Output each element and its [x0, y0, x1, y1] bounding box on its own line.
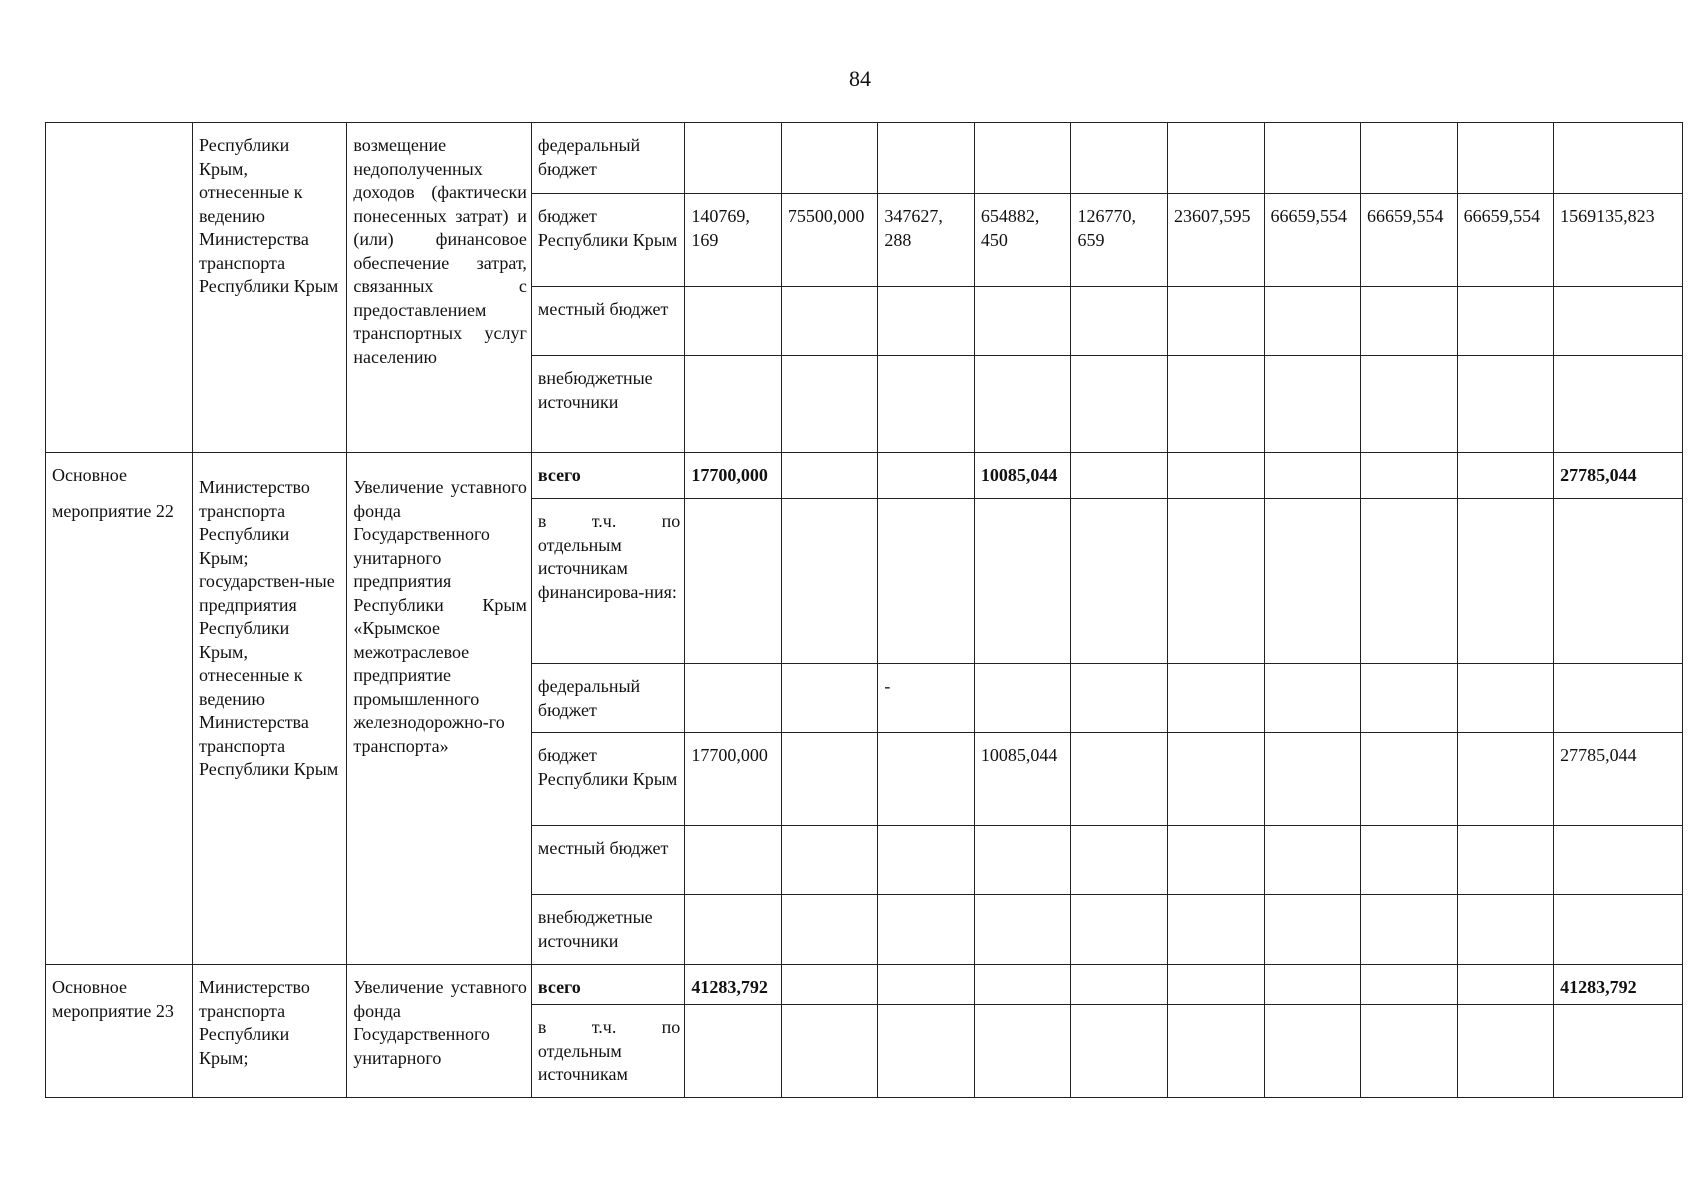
- funding-source-cell: местный бюджет: [531, 287, 684, 356]
- value-cell: [781, 499, 878, 664]
- value-cell: [1361, 287, 1458, 356]
- value-cell: [974, 895, 1071, 965]
- value-cell: [1361, 356, 1458, 453]
- value-cell: [878, 287, 975, 356]
- value-cell: [1457, 895, 1554, 965]
- value-cell: [1554, 356, 1683, 453]
- value-cell: 1569135,823: [1554, 194, 1683, 287]
- value-cell: [1554, 123, 1683, 194]
- value-cell: [781, 733, 878, 826]
- funding-source-cell: всего: [531, 965, 684, 1005]
- value-cell: [781, 826, 878, 895]
- funding-source-cell: бюджет Республики Крым: [531, 733, 684, 826]
- value-cell: [878, 965, 975, 1005]
- value-cell: 140769, 169: [685, 194, 782, 287]
- value-cell: [685, 356, 782, 453]
- value-cell: [1361, 664, 1458, 733]
- value-cell: [1167, 287, 1264, 356]
- value-cell: [1167, 664, 1264, 733]
- value-cell: [974, 123, 1071, 194]
- value-cell: [974, 287, 1071, 356]
- value-cell: [1071, 499, 1168, 664]
- value-cell: [1071, 287, 1168, 356]
- value-cell: [878, 895, 975, 965]
- value-cell: [1167, 826, 1264, 895]
- table-row: [46, 123, 1683, 194]
- value-cell: [1361, 1005, 1458, 1098]
- value-cell: [1554, 895, 1683, 965]
- value-cell: 23607,595: [1167, 194, 1264, 287]
- value-cell: [685, 664, 782, 733]
- value-cell: [685, 499, 782, 664]
- value-cell: [1167, 895, 1264, 965]
- value-cell: [878, 356, 975, 453]
- value-cell: [878, 1005, 975, 1098]
- measure-title-line: мероприятие 22: [52, 500, 174, 521]
- value-cell: [1457, 356, 1554, 453]
- value-cell: 41283,792: [685, 965, 782, 1005]
- value-cell: [1361, 895, 1458, 965]
- value-cell: [878, 826, 975, 895]
- value-cell: -: [878, 664, 975, 733]
- value-cell: [1361, 965, 1458, 1005]
- value-cell: [781, 965, 878, 1005]
- table-row: [46, 453, 1683, 499]
- value-cell: 10085,044: [974, 733, 1071, 826]
- executor-cell: Министерство транспорта Республики Крым;: [192, 965, 346, 1098]
- value-cell: [974, 826, 1071, 895]
- executor-cell: [192, 453, 346, 965]
- value-cell: [1264, 287, 1361, 356]
- value-cell: [1167, 499, 1264, 664]
- value-cell: [781, 1005, 878, 1098]
- value-cell: [974, 499, 1071, 664]
- measure-description-text: Увеличение уставного фонда Государственного унитарного предприятия Республики Крым «Крымское межотраслевое предприятие промышленного железнодорожно-го транспорта»: [353, 477, 527, 756]
- budget-table: [45, 122, 1683, 1098]
- value-cell: [781, 895, 878, 965]
- value-cell: [1264, 965, 1361, 1005]
- value-cell: [1167, 123, 1264, 194]
- value-cell: [974, 1005, 1071, 1098]
- value-cell: [1361, 826, 1458, 895]
- value-cell: [1457, 664, 1554, 733]
- value-cell: [1554, 664, 1683, 733]
- value-cell: 17700,000: [685, 733, 782, 826]
- value-cell: 10085,044: [974, 453, 1071, 499]
- value-cell: 27785,044: [1554, 733, 1683, 826]
- value-cell: [974, 965, 1071, 1005]
- value-cell: [974, 664, 1071, 733]
- measure-title-cell: [46, 453, 193, 965]
- value-cell: [1167, 453, 1264, 499]
- value-cell: [1554, 287, 1683, 356]
- value-cell: [685, 123, 782, 194]
- measure-description-cell: возмещение недополученных доходов (фактически понесенных затрат) и (или) финансовое обеспечение затрат, связанных с предоставлением транспортных услуг населению: [347, 123, 532, 453]
- funding-source-cell: бюджет Республики Крым: [531, 194, 684, 287]
- table-row: [46, 965, 1683, 1005]
- value-cell: [685, 895, 782, 965]
- value-cell: [1554, 499, 1683, 664]
- value-cell: [1264, 826, 1361, 895]
- value-cell: [1457, 123, 1554, 194]
- value-cell: [1264, 123, 1361, 194]
- value-cell: 66659,554: [1361, 194, 1458, 287]
- value-cell: [1071, 895, 1168, 965]
- value-cell: [1264, 733, 1361, 826]
- value-cell: [781, 287, 878, 356]
- executor-text: Министерство транспорта Республики Крым; государствен-ные предприятия Республики Крым, отнесенные к ведению Министерства транспорта Республики Крым: [198, 477, 339, 779]
- executor-cell: Республики Крым, отнесенные к ведению Министерства транспорта Республики Крым: [192, 123, 346, 453]
- value-cell: [1264, 895, 1361, 965]
- value-cell: [685, 1005, 782, 1098]
- value-cell: [1264, 356, 1361, 453]
- value-cell: [1071, 965, 1168, 1005]
- measure-description-cell: Увеличение уставного фонда Государственного унитарного: [347, 965, 532, 1098]
- value-cell: 126770, 659: [1071, 194, 1168, 287]
- funding-source-cell: федеральный бюджет: [531, 664, 684, 733]
- funding-source-cell: в т.ч. по отдельным источникам финансирова-ния:: [531, 499, 684, 664]
- value-cell: [1264, 453, 1361, 499]
- value-cell: [781, 664, 878, 733]
- value-cell: [974, 356, 1071, 453]
- value-cell: [1071, 664, 1168, 733]
- value-cell: [1361, 499, 1458, 664]
- value-cell: 66659,554: [1264, 194, 1361, 287]
- funding-source-cell: всего: [531, 453, 684, 499]
- value-cell: [1071, 733, 1168, 826]
- value-cell: [1167, 1005, 1264, 1098]
- value-cell: [878, 123, 975, 194]
- value-cell: [1457, 453, 1554, 499]
- value-cell: [1457, 965, 1554, 1005]
- value-cell: 347627, 288: [878, 194, 975, 287]
- value-cell: [781, 356, 878, 453]
- measure-description-cell: [347, 453, 532, 965]
- funding-source-cell: внебюджетные источники: [531, 895, 684, 965]
- value-cell: [781, 453, 878, 499]
- value-cell: 75500,000: [781, 194, 878, 287]
- value-cell: [1264, 1005, 1361, 1098]
- measure-title-cell: [46, 123, 193, 453]
- value-cell: [1457, 499, 1554, 664]
- value-cell: [1361, 733, 1458, 826]
- value-cell: [1167, 356, 1264, 453]
- value-cell: [1071, 356, 1168, 453]
- value-cell: [1167, 733, 1264, 826]
- value-cell: 27785,044: [1554, 453, 1683, 499]
- value-cell: [1554, 826, 1683, 895]
- value-cell: [878, 453, 975, 499]
- measure-title-cell: Основное мероприятие 23: [46, 965, 193, 1098]
- value-cell: [781, 123, 878, 194]
- value-cell: [878, 499, 975, 664]
- value-cell: [1071, 453, 1168, 499]
- value-cell: [1457, 826, 1554, 895]
- value-cell: [1167, 965, 1264, 1005]
- value-cell: [1071, 123, 1168, 194]
- value-cell: [878, 733, 975, 826]
- funding-source-cell: местный бюджет: [531, 826, 684, 895]
- funding-source-cell: внебюджетные источники: [531, 356, 684, 453]
- measure-title-line: Основное: [52, 465, 127, 485]
- value-cell: 17700,000: [685, 453, 782, 499]
- value-cell: [1361, 123, 1458, 194]
- value-cell: [1264, 664, 1361, 733]
- funding-source-cell: федеральный бюджет: [531, 123, 684, 194]
- page-number: 84: [849, 66, 871, 91]
- value-cell: [1554, 1005, 1683, 1098]
- value-cell: [1457, 287, 1554, 356]
- value-cell: [685, 287, 782, 356]
- value-cell: [1457, 733, 1554, 826]
- value-cell: [1071, 826, 1168, 895]
- value-cell: 66659,554: [1457, 194, 1554, 287]
- value-cell: [1457, 1005, 1554, 1098]
- value-cell: 41283,792: [1554, 965, 1683, 1005]
- value-cell: 654882, 450: [974, 194, 1071, 287]
- funding-source-cell: в т.ч. по отдельным источникам: [531, 1005, 684, 1098]
- value-cell: [1264, 499, 1361, 664]
- value-cell: [685, 826, 782, 895]
- value-cell: [1361, 453, 1458, 499]
- value-cell: [1071, 1005, 1168, 1098]
